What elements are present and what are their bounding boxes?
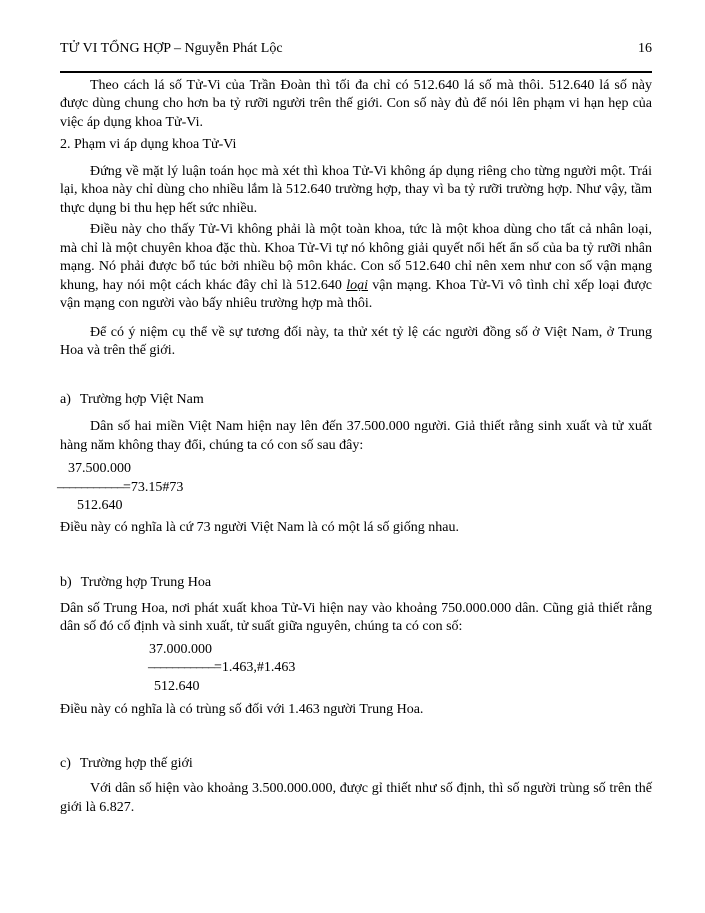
fraction-china: [148, 641, 652, 697]
fraction-china-denominator: 512.640: [154, 678, 200, 694]
running-title: TỬ VI TỔNG HỢP – Nguyễn Phát Lộc: [60, 41, 283, 56]
section-c-heading: [60, 755, 652, 774]
fraction-vietnam-result-line: [57, 479, 652, 498]
fraction-china-rule: –––––––––––: [148, 660, 214, 675]
fraction-vietnam-result: =73.15#73: [123, 479, 184, 495]
paragraph-china: Dân số Trung Hoa, nơi phát xuất khoa Tử-Vi hiện nay vào khoảng 750.000.000 dân. Cũng giả thiết rằng dân số đó cố định và sinh xuất, tử suất giữa nguyên, chúng ta có con số:: [60, 600, 652, 634]
paragraph-analysis-text-before: Điều này cho thấy Tử-Vi không phải là một toàn khoa, tức là một khoa dùng cho tất cả nhân loại, mà chỉ là một chuyên khoa đặc thù. Khoa Tử-Vi tự nó không giải quyết nổi hết ẩn số của ba tỷ rưỡi nhân mạng. Nó phải được bổ túc bởi nhiều bộ môn khác. Con số 512.640 chỉ nên xem như con số vận mạng khung, hay nói một cách khác đây chỉ là 512.640: [60, 222, 652, 293]
paragraph-scope: Đứng về mặt lý luận toán học mà xét thì khoa Tử-Vi không áp dụng riêng cho từng người một. Trái lại, khoa này chỉ dùng cho nhiều lắm là 512.640 trường hợp, thay vì ba tỷ rưỡi trường hợp. Như vậy, tầm thực dụng bi thu hẹp hết sức nhiều.: [60, 163, 652, 216]
section-b-label: b): [60, 575, 72, 590]
page-header: [60, 40, 652, 59]
section-c-label: c): [60, 755, 71, 771]
paragraph-analysis: [60, 221, 652, 314]
section-2-heading: 2. Phạm vi áp dụng khoa Tử-Vi: [60, 137, 237, 152]
fraction-china-result: =1.463,#1.463: [214, 660, 296, 675]
paragraph-world: Với dân số hiện vào khoảng 3.500.000.000, được gỉ thiết như số định, thì số người trùng số trên thế giới là 6.827.: [60, 781, 652, 815]
section-a-title: Trường hợp Việt Nam: [79, 391, 204, 407]
paragraph-vietnam: Dân số hai miền Việt Nam hiện nay lên đến 37.500.000 người. Giả thiết rằng sinh xuất và tử xuất hàng năm không thay đổi, chúng ta có con số sau đây:: [60, 419, 652, 453]
section-b-heading: [60, 574, 652, 593]
header-rule: [60, 71, 652, 73]
fraction-vietnam-denominator: 512.640: [77, 498, 123, 513]
fraction-china-result-line: [148, 659, 652, 678]
fraction-vietnam-rule: –––––––––––: [57, 479, 123, 495]
section-c-title: Trường hợp thế giới: [79, 755, 193, 771]
paragraph-comparison-intro: Để có ý niệm cụ thể về sự tương đối này, ta thử xét tỷ lệ các người đồng số ở Việt Nam, ở Trung Hoa và trên thế giới.: [60, 324, 652, 358]
section-a-label: a): [60, 391, 71, 407]
paragraph-analysis-text-after: vận mạng. Khoa Tử-Vi vô tình chỉ xếp loại được vận mạng con người vào bấy nhiêu trường hợp mà thôi.: [60, 277, 652, 311]
paragraph-china-conclusion: Điều này có nghĩa là có trùng số đối với 1.463 người Trung Hoa.: [60, 702, 424, 717]
fraction-vietnam: [57, 460, 652, 516]
section-a-heading: [60, 391, 652, 410]
fraction-china-numerator: 37.000.000: [149, 641, 212, 657]
paragraph-vietnam-conclusion: Điều này có nghĩa là cứ 73 người Việt Nam là có một lá số giống nhau.: [60, 519, 460, 535]
fraction-vietnam-numerator: 37.500.000: [68, 461, 131, 476]
paragraph-intro: Theo cách lá số Tử-Vi của Trần Đoàn thì tối đa chỉ có 512.640 lá số mà thôi. 512.640 lá số này được dùng chung cho hơn ba tỷ rưỡi người trên thế giới. Con số này đủ để nói lên phạm vi hạn hẹp của việc áp dụng khoa Tử-Vi.: [60, 77, 652, 130]
page-number: 16: [638, 41, 652, 56]
section-b-title: Trường hợp Trung Hoa: [80, 575, 212, 590]
emphasis-loai: loại: [346, 277, 368, 293]
